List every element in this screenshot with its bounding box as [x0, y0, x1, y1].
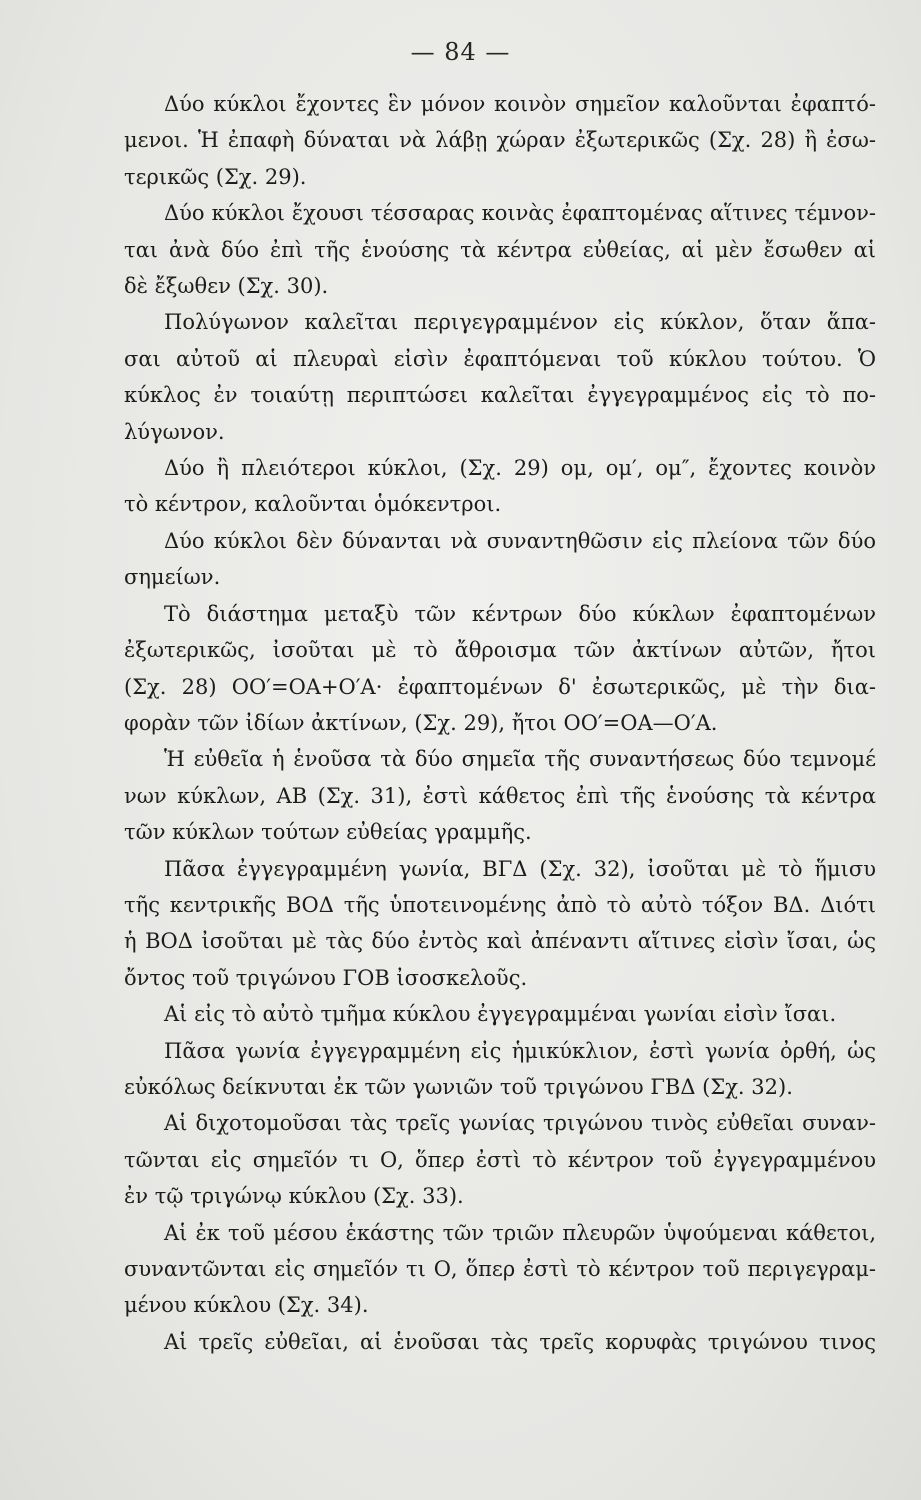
text-line: Δύο κύκλοι ἔχουσι τέσσαρας κοινὰς ἐφαπτομένας αἵτινες τέμνον-: [164, 201, 876, 226]
text-line: δὲ ἔξωθεν (Σχ. 30).: [124, 274, 329, 299]
text-line: φορὰν τῶν ἰδίων ἀκτίνων, (Σχ. 29), ἤτοι ΟΟ′=ΟΑ—Ο′Α.: [124, 710, 718, 735]
text-line: Αἱ διχοτομοῦσαι τὰς τρεῖς γωνίας τριγώνου τινὸς εὐθεῖαι συναν-: [164, 1111, 876, 1136]
text-line: κύκλος ἐν τοιαύτῃ περιπτώσει καλεῖται ἐγγεγραμμένος εἰς τὸ πο-: [124, 383, 876, 408]
text-line: Πᾶσα γωνία ἐγγεγραμμένη εἰς ἡμικύκλιον, ἐστὶ γωνία ὀρθή, ὡς: [164, 1038, 876, 1063]
text-line: σημείων.: [124, 565, 221, 590]
text-line: σαι αὐτοῦ αἱ πλευραὶ εἰσὶν ἐφαπτόμεναι τοῦ κύκλου τούτου. Ὁ: [124, 346, 876, 371]
text-line: ἐξωτερικῶς, ἰσοῦται μὲ τὸ ἄθροισμα τῶν ἀκτίνων αὐτῶν, ἤτοι: [124, 638, 876, 663]
text-line: εὐκόλως δείκνυται ἐκ τῶν γωνιῶν τοῦ τριγώνου ΓΒΔ (Σχ. 32).: [124, 1074, 793, 1099]
text-line: ὄντος τοῦ τριγώνου ΓΟΒ ἰσοσκελοῦς.: [124, 965, 528, 990]
text-line: συναντῶνται εἰς σημεῖόν τι Ο, ὅπερ ἐστὶ τὸ κέντρον τοῦ περιγεγραμ-: [124, 1257, 876, 1281]
text-line: Δύο κύκλοι ἔχοντες ἓν μόνον κοινὸν σημεῖον καλοῦνται ἐφαπτό-: [164, 92, 876, 116]
page-number: — 84 —: [410, 38, 511, 66]
text-line: νων κύκλων, ΑΒ (Σχ. 31), ἐστὶ κάθετος ἐπὶ τῆς ἑνούσης τὰ κέντρα: [124, 783, 876, 808]
text-line: (Σχ. 28) ΟΟ′=ΟΑ+Ο′Α· ἐφαπτομένων δ' ἐσωτερικῶς, μὲ τὴν δια-: [124, 674, 876, 699]
text-line: τῶν κύκλων τούτων εὐθείας γραμμῆς.: [124, 820, 532, 845]
text-line: Αἱ τρεῖς εὐθεῖαι, αἱ ἑνοῦσαι τὰς τρεῖς κορυφὰς τριγώνου τινος: [164, 1329, 876, 1354]
text-line: Αἱ εἰς τὸ αὐτὸ τμῆμα κύκλου ἐγγεγραμμέναι γωνίαι εἰσὶν ἴσαι.: [164, 1002, 837, 1027]
text-line: τὸ κέντρον, καλοῦνται ὁμόκεντροι.: [124, 492, 502, 517]
body-text: [124, 86, 876, 1360]
text-line: μένου κύκλου (Σχ. 34).: [124, 1293, 369, 1318]
text-line: μενοι. Ἡ ἐπαφὴ δύναται νὰ λάβῃ χώραν ἐξωτερικῶς (Σχ. 28) ἢ ἐσω-: [124, 128, 876, 153]
text-line: Τὸ διάστημα μεταξὺ τῶν κέντρων δύο κύκλων ἐφαπτομένων: [164, 601, 876, 626]
text-line: Δύο ἢ πλειότεροι κύκλοι, (Σχ. 29) ομ, ομ′, ομ″, ἔχοντες κοινὸν: [164, 456, 876, 481]
text-line: Πᾶσα ἐγγεγραμμένη γωνία, ΒΓΔ (Σχ. 32), ἰσοῦται μὲ τὸ ἥμισυ: [164, 856, 876, 881]
text-line: Ἡ εὐθεῖα ἡ ἑνοῦσα τὰ δύο σημεῖα τῆς συναντήσεως δύο τεμνομέ: [164, 747, 876, 772]
text-line: λύγωνον.: [124, 419, 225, 444]
text-line: ἐν τῷ τριγώνῳ κύκλου (Σχ. 33).: [124, 1184, 464, 1209]
text-line: ἡ ΒΟΔ ἰσοῦται μὲ τὰς δύο ἐντὸς καὶ ἀπέναντι αἵτινες εἰσὶν ἴσαι, ὡς: [124, 929, 876, 954]
text-line: τῆς κεντρικῆς ΒΟΔ τῆς ὑποτεινομένης ἀπὸ τὸ αὐτὸ τόξον ΒΔ. Διότι: [124, 892, 876, 917]
text-line: Αἱ ἐκ τοῦ μέσου ἑκάστης τῶν τριῶν πλευρῶν ὑψούμεναι κάθετοι,: [164, 1220, 876, 1245]
text-line: Πολύγωνον καλεῖται περιγεγραμμένον εἰς κύκλον, ὅταν ἅπα-: [164, 310, 876, 335]
text-line: ται ἀνὰ δύο ἐπὶ τῆς ἑνούσης τὰ κέντρα εὐθείας, αἱ μὲν ἔσωθεν αἱ: [124, 237, 876, 262]
text-line: τερικῶς (Σχ. 29).: [124, 164, 307, 189]
text-line: τῶνται εἰς σημεῖόν τι Ο, ὅπερ ἐστὶ τὸ κέντρον τοῦ ἐγγεγραμμένου: [124, 1147, 876, 1172]
text-line: Δύο κύκλοι δὲν δύνανται νὰ συναντηθῶσιν εἰς πλείονα τῶν δύο: [164, 528, 876, 553]
